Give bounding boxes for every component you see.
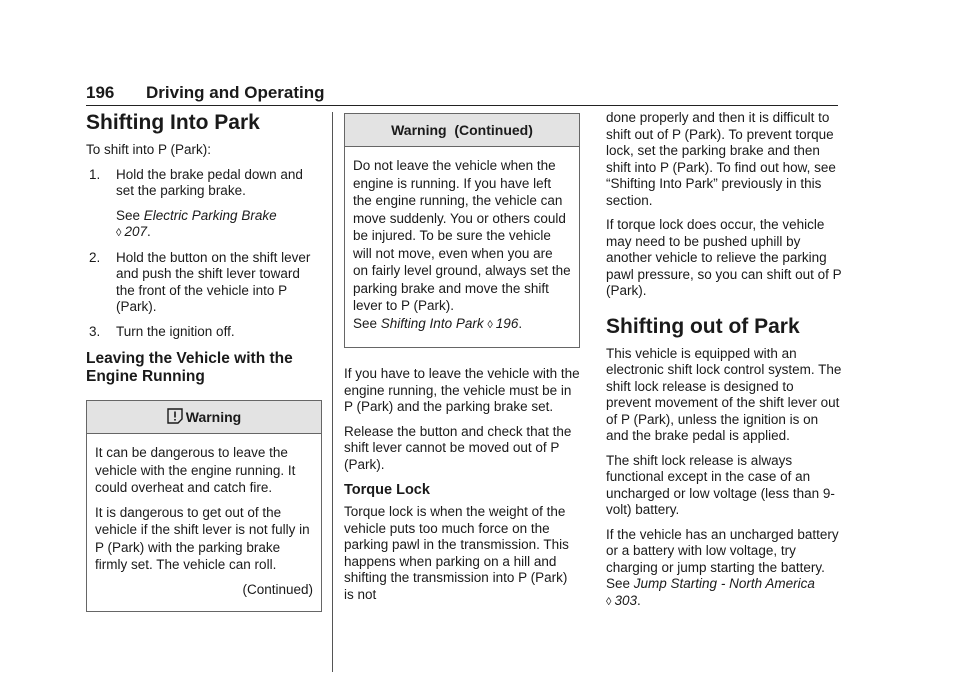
list-item — [86, 324, 322, 341]
heading-torque-lock: Torque Lock — [344, 482, 430, 498]
column-left — [86, 110, 322, 612]
body-paragraph: Release the button and check that the shift lever cannot be moved out of P (Park). — [344, 423, 572, 472]
warning-box-continued — [344, 113, 580, 348]
cross-reference-link[interactable]: Electric Parking Brake — [143, 207, 277, 223]
list-item — [86, 167, 322, 242]
step-number: 2. — [89, 249, 101, 265]
warning-body — [87, 434, 321, 611]
see-reference: See Electric Parking Brake ◊ 207. — [116, 207, 277, 239]
page-header — [86, 82, 838, 106]
intro-text: To shift into P (Park): — [86, 142, 212, 157]
page-reference[interactable]: 207 — [124, 224, 147, 239]
heading-shifting-out-of-park: Shifting out of Park — [606, 314, 800, 338]
warning-paragraph: Do not leave the vehicle when the engine is running. If you have left the engine running, the vehicle can move suddenly. You or others could be injured. To be sure the vehicle will not move, even when you are on fairly level ground, always set the parking brake and move the shift lever to P (Park). See Shifting Into Park ◊ 196. — [353, 158, 571, 331]
warning-title: Warning (Continued) — [345, 114, 579, 147]
column-divider — [332, 112, 333, 672]
body-paragraph: Torque lock is when the weight of the vehicle puts too much force on the parking pawl in the transmission. This happens when parking on a hill and shifting the transmission into P (Park) is not — [344, 504, 569, 602]
cross-reference-link[interactable]: Shifting Into Park — [380, 315, 484, 331]
page-ref-icon: ◊ — [116, 227, 122, 239]
page-number: 196 — [86, 83, 115, 102]
cross-reference-link[interactable]: Jump Starting - North America — [633, 576, 815, 591]
steps-list — [86, 167, 322, 341]
column-right — [606, 110, 842, 618]
warning-icon — [167, 408, 183, 424]
body-paragraph: If the vehicle has an uncharged battery or a battery with low voltage, try charging or jump starting the battery. See Jump Starting - North America ◊ 303. — [606, 526, 839, 608]
page-reference[interactable]: 303 — [614, 592, 637, 608]
heading-shifting-into-park: Shifting Into Park — [86, 111, 260, 134]
subheading-leaving-vehicle: Leaving the Vehicle with the Engine Running — [86, 350, 293, 385]
body-paragraph: done properly and then it is difficult to shift out of P (Park). To prevent torque lock, set the parking brake and then shift into P (Park). To find out how, see “Shifting Into Park” previously in this section. — [606, 110, 836, 208]
step-text: Turn the ignition off. — [116, 323, 235, 339]
step-number: 3. — [89, 323, 101, 339]
body-paragraph: If torque lock does occur, the vehicle may need to be pushed uphill by another vehicle to relieve the parking pawl pressure, so you can shift out of P (Park). — [606, 217, 842, 298]
body-paragraph: The shift lock release is always functional except in the case of an uncharged or low voltage (less than 9-volt) battery. — [606, 452, 835, 517]
warning-paragraph: It is dangerous to get out of the vehicle if the shift lever is not fully in P (Park) with the parking brake firmly set. The vehicle can roll. — [95, 504, 310, 572]
body-paragraph: This vehicle is equipped with an electronic shift lock control system. The shift lock release is designed to prevent movement of the shift lever out of P (Park), unless the ignition is on and the brake pedal is applied. — [606, 345, 842, 443]
page-ref-icon: ◊ — [606, 595, 612, 608]
body-paragraph: If you have to leave the vehicle with the engine running, the vehicle must be in P (Park) and the parking brake set. — [344, 366, 580, 414]
list-item — [86, 250, 322, 316]
continued-label: (Continued) — [242, 581, 313, 597]
column-middle — [344, 113, 580, 611]
warning-body — [345, 147, 579, 347]
step-number: 1. — [89, 166, 101, 182]
warning-box — [86, 400, 322, 612]
page-ref-icon: ◊ — [487, 318, 493, 331]
page-reference[interactable]: 196 — [495, 315, 519, 331]
step-text: Hold the button on the shift lever and push the shift lever toward the front of the vehicle into P (Park). — [116, 249, 311, 314]
warning-title: Warning — [87, 401, 321, 434]
step-text: Hold the brake pedal down and set the parking brake. — [116, 166, 303, 198]
section-title: Driving and Operating — [146, 83, 325, 102]
warning-paragraph: It can be dangerous to leave the vehicle with the engine running. It could overheat and catch fire. — [95, 445, 296, 495]
